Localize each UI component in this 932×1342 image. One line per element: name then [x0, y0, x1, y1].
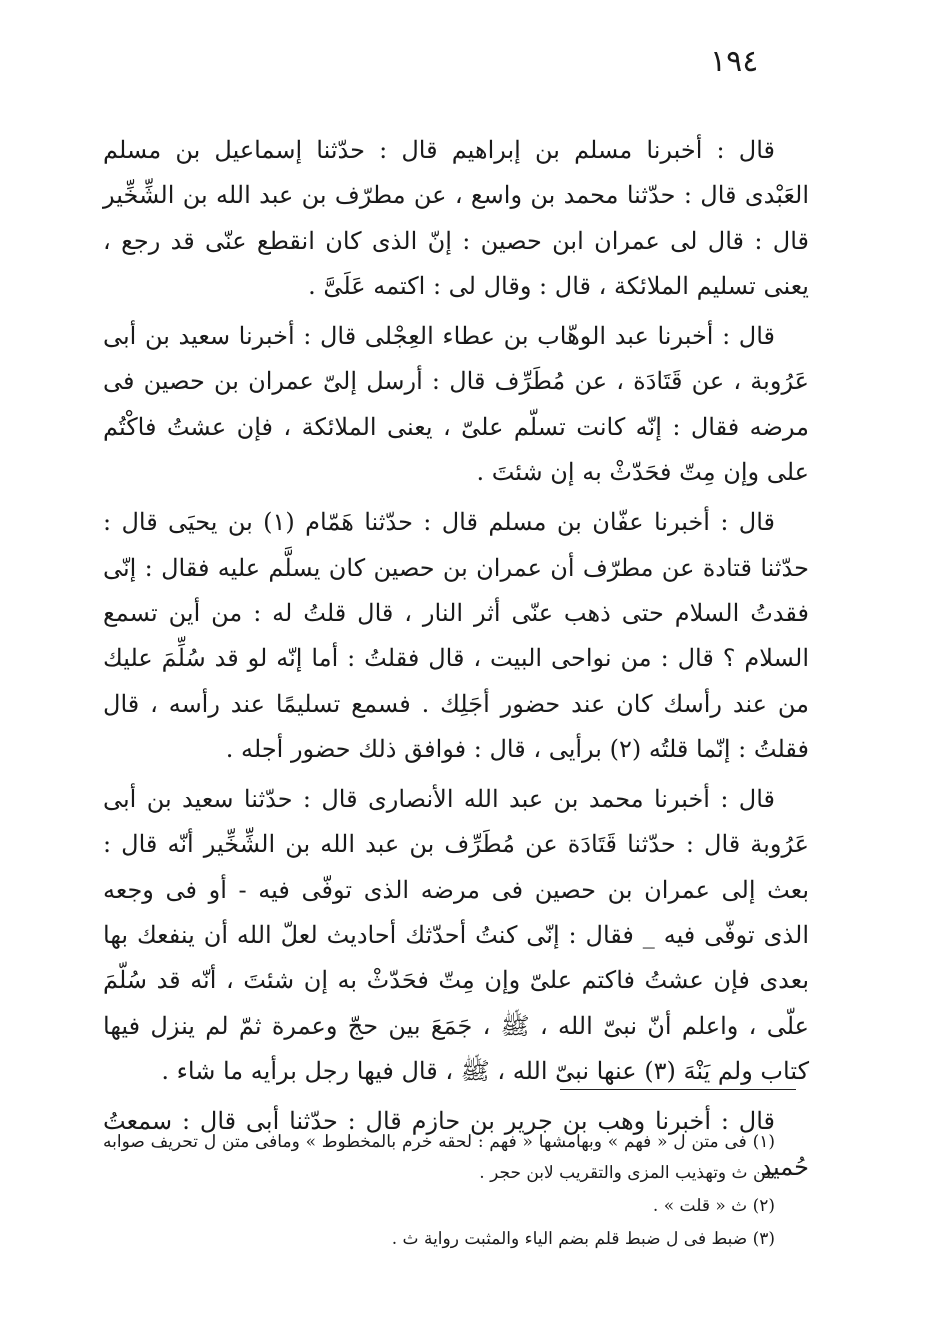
footnote-2: (٢) ث « قلت » . — [652, 1196, 775, 1216]
footnote-1: (١) فى متن ل « فهم » وبهامشها « فهم : لحقه خرم بالمخطوط » ومافى متن ل تحريف صوابه من ث وتهذيب المزى والتقريب لابن حجر . — [103, 1132, 775, 1183]
paragraph-2: قال : أخبرنا عبد الوهّاب بن عطاء العِجْلى قال : أخبرنا سعيد بن أبى عَرُوبة ، عن قَتَادَة ، عن مُطَرِّف قال : أرسل إلىّ عمران بن حصين فى مرضه فقال : إنّه كانت تسلّم علىّ ، يعنى الملائكة ، فإن عشتُ فاكْتُم على وإن مِتّ فحَدّثْ به إن شئتَ . — [103, 322, 809, 487]
paragraph-3: قال : أخبرنا عفّان بن مسلم قال : حدّثنا هَمّام (١) بن يحيَى قال : حدّثنا قتادة عن مطرّف أن عمران بن حصين كان يسلَّم عليه فقال : إنّى فقدتُ السلام حتى ذهب عنّى أثر النار ، قال قلتُ له : من أين تسمع السلام ؟ قال : من نواحى البيت ، قال فقلتُ : أما إنّه لو قد سُلِّمَ عليك من عند رأسك كان عند حضور أجَلِك . فسمع تسليمًا عند رأسه ، قال فقلتُ : إنّما قلتُه (٢) برأيى ، قال : فوافق ذلك حضور أجله . — [103, 508, 809, 763]
footnote-3: (٣) ضبط فى ل ضبط قلم بضم الياء والمثبت رواية ث . — [391, 1229, 775, 1249]
paragraph-1: قال : أخبرنا مسلم بن إبراهيم قال : حدّثنا إسماعيل بن مسلم العَبْدى قال : حدّثنا محمد بن واسع ، عن مطرّف بن عبد الله بن الشِّخِّير قال : قال لى عمران ابن حصين : إنّ الذى كان انقطع عنّى قد رجع ، يعنى تسليم الملائكة ، قال : وقال لى : اكتمه عَلَىَّ . — [103, 136, 809, 300]
page-number: ١٩٤ — [710, 44, 759, 79]
paragraph-5: قال : أخبرنا وهب بن جرير بن حازم قال : حدّثنا أبى قال : سمعتُ حُميد — [103, 1107, 809, 1181]
footnotes — [103, 1127, 809, 1257]
paragraph-4: قال : أخبرنا محمد بن عبد الله الأنصارى قال : حدّثنا سعيد بن أبى عَرُوبة قال : حدّثنا قَتَادَة عن مُطَرِّف بن عبد الله بن الشِّخِّير أنّه قال : بعث إلى عمران بن حصين فى مرضه الذى توفّى فيه - أو فى وجعه الذى توفّى فيه _ فقال : إنّى كنتُ أحدّثك أحاديث لعلّ الله أن ينفعك بها بعدى فإن عشتُ فاكتم علىّ وإن مِتّ فحَدّثْ به إن شئتَ ، أنّه قد سُلّمَ علّى ، واعلم أنّ نبىّ الله ، ﷺ ، جَمَعَ بين حجّ وعمرة ثمّ لم ينزل فيها كتاب ولم يَنْهَ (٣) عنها نبىّ الله ، ﷺ ، قال فيها رجل برأيه ما شاء . — [103, 785, 809, 1085]
main-text — [103, 128, 809, 1195]
footnote-separator — [560, 1089, 796, 1090]
